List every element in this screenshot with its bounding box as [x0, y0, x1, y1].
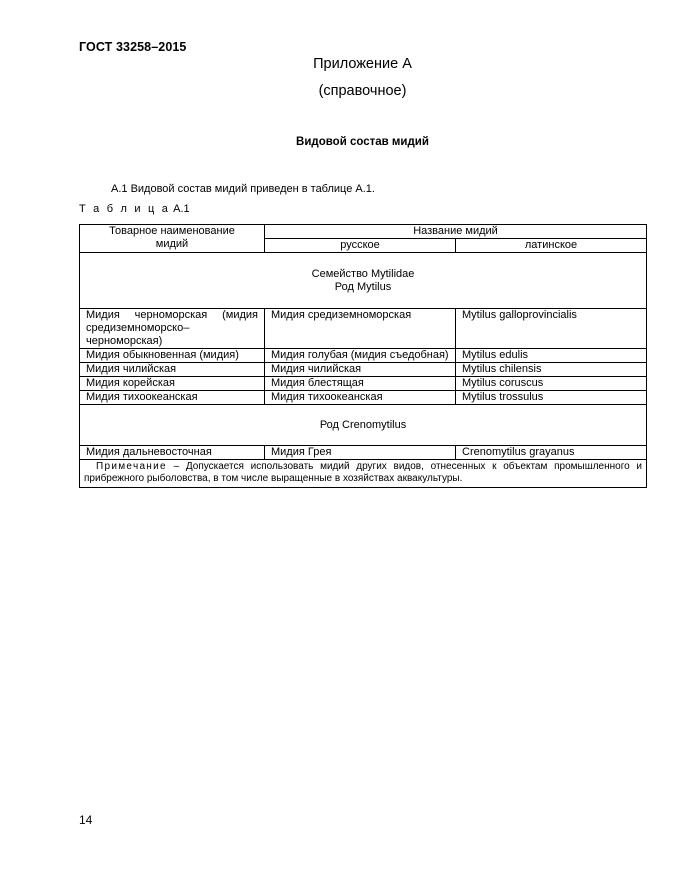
table-row [80, 446, 647, 460]
cell-product: Мидия корейская [80, 377, 265, 391]
cell-product: Мидия тихоокеанская [80, 391, 265, 405]
table-row [80, 391, 647, 405]
table-row [80, 309, 647, 349]
genus-row [80, 405, 647, 446]
note-row [80, 460, 647, 488]
genus-mytilus: Род Mytilus [334, 280, 392, 293]
table-caption-number: А.1 [173, 203, 190, 215]
cell-product: Мидия обыкновенная (мидия) [80, 349, 265, 363]
appendix-type: (справочное) [318, 83, 407, 99]
cell-latin: Mytilus coruscus [456, 377, 647, 391]
cell-latin: Mytilus edulis [456, 349, 647, 363]
table-row [80, 349, 647, 363]
table-row [80, 377, 647, 391]
table-header-row [80, 225, 647, 239]
cell-russian: Мидия средиземноморская [265, 309, 456, 349]
header-latin: латинское [456, 239, 647, 253]
cell-latin: Mytilus galloprovincialis [456, 309, 647, 349]
table-row [80, 363, 647, 377]
cell-product: Мидия чилийская [80, 363, 265, 377]
cell-product: Мидия дальневосточная [80, 446, 265, 460]
cell-latin: Mytilus chilensis [456, 363, 647, 377]
cell-product: Мидия черноморская (мидия средиземноморско–черноморская) [80, 309, 265, 349]
note-prefix: Примечание [96, 461, 167, 472]
family-name: Семейство Mytilidae [311, 267, 415, 280]
intro-paragraph: А.1 Видовой состав мидий приведен в таблице А.1. [111, 183, 375, 195]
cell-latin: Crenomytilus grayanus [456, 446, 647, 460]
note-text: – Допускается использовать мидий других видов, отнесенных к объектам промышленного и прибрежного рыболовства, в том числе выращенные в хозяйствах аквакультуры. [84, 461, 643, 484]
section-title: Видовой состав мидий [296, 136, 429, 148]
family-cell [80, 253, 647, 309]
cell-russian: Мидия голубая (мидия съедобная) [265, 349, 456, 363]
header-mussel-name: Название мидий [265, 225, 647, 239]
genus-crenomytilus: Род Crenomytilus [80, 405, 647, 446]
table-note [80, 460, 647, 488]
cell-russian: Мидия блестящая [265, 377, 456, 391]
page-number: 14 [79, 813, 93, 827]
family-row [80, 253, 647, 309]
table-caption [79, 203, 190, 215]
header-russian: русское [265, 239, 456, 253]
cell-russian: Мидия Грея [265, 446, 456, 460]
cell-latin: Mytilus trossulus [456, 391, 647, 405]
header-product-name: Товарное наименование мидий [80, 225, 265, 253]
appendix-title: Приложение А [313, 56, 412, 72]
cell-russian: Мидия чилийская [265, 363, 456, 377]
standard-code: ГОСТ 33258–2015 [79, 40, 187, 54]
cell-russian: Мидия тихоокеанская [265, 391, 456, 405]
mussel-species-table [79, 224, 647, 488]
table-caption-word: Т а б л и ц а [79, 203, 171, 215]
